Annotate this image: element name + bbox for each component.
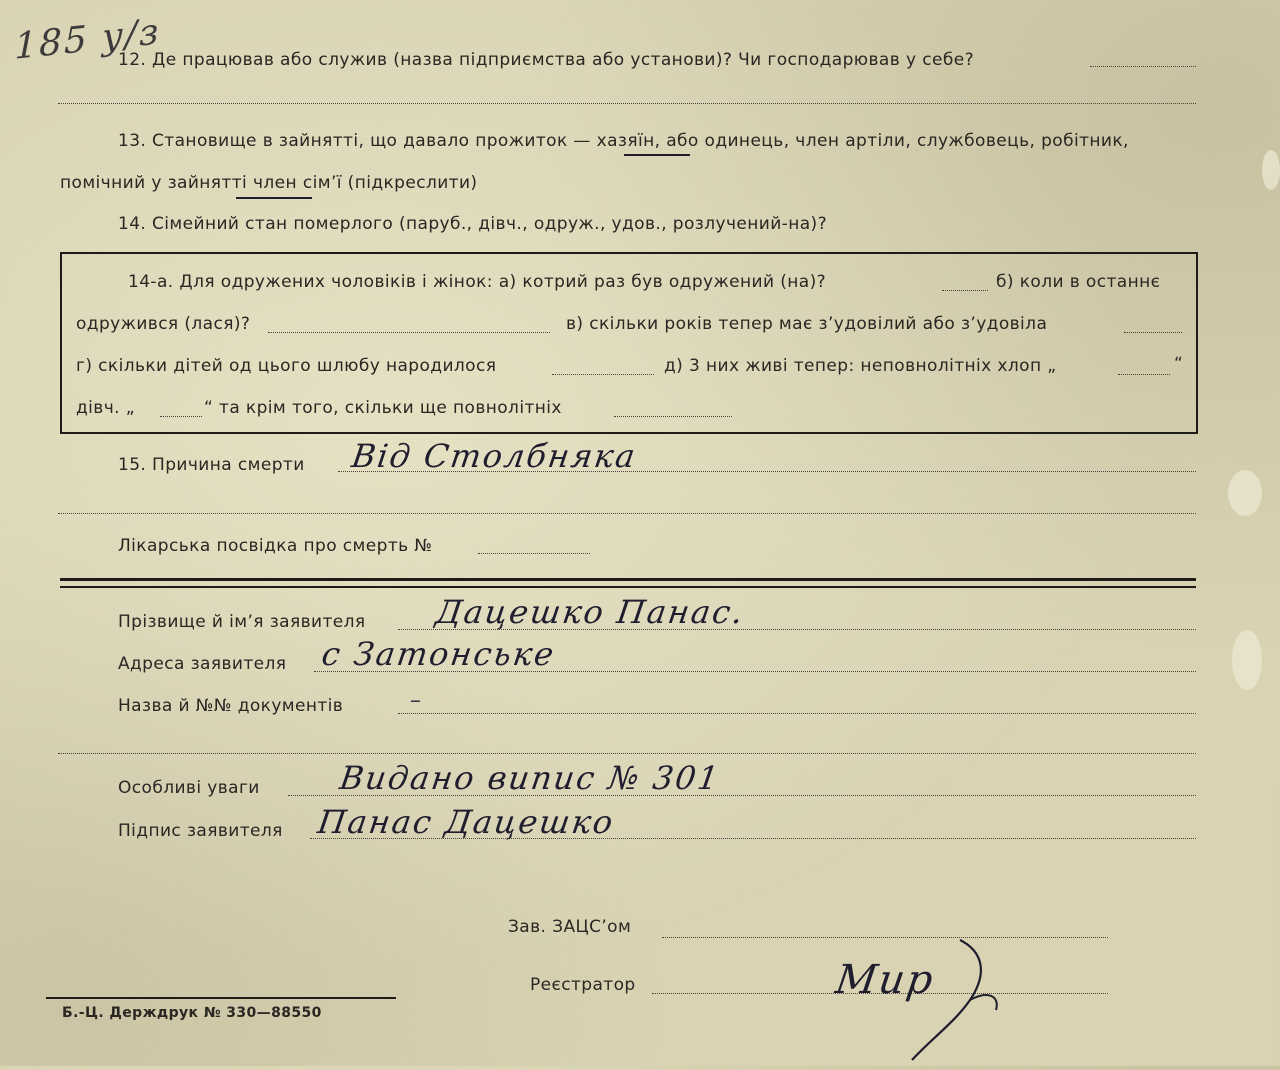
q14a-answer-line — [1118, 374, 1170, 375]
applicant-signature: Панас Дацешко — [315, 803, 617, 841]
registrar-signature-flourish — [900, 930, 1010, 1070]
documents-line — [398, 713, 1196, 714]
q12-answer-line — [1090, 66, 1196, 67]
zags-head-label: Зав. ЗАЦС’ом — [508, 917, 632, 937]
certificate-number-line — [478, 553, 590, 554]
question-14a-line3b: д) 3 них живі тепер: неповнолітніх хлоп „ — [664, 356, 1057, 376]
question-13-line1: 13. Становище в зайнятті, що давало прожиток — хазяїн, або одинець, член артіли, службовець, робітник, — [118, 131, 1129, 151]
section-divider — [60, 578, 1196, 581]
q14a-answer-line — [614, 416, 732, 417]
question-12: 12. Де працював або служив (назва підприємства або установи)? Чи господарював у себе? — [118, 50, 974, 70]
special-notes-label: Особливі уваги — [118, 778, 260, 798]
zags-head-signature-line — [662, 937, 1108, 938]
special-notes-value: Видано випис № 301 — [337, 759, 723, 797]
question-14a-line2a: одружився (лася)? — [76, 314, 251, 334]
question-15-label: 15. Причина смерти — [118, 455, 305, 475]
question-14a-line2b: в) скільки років тепер має з’удовілий або з’удовіла — [566, 314, 1048, 334]
question-14a-line4b: “ та крім того, скільки ще повнолітніх — [204, 398, 562, 418]
q14a-answer-line — [1124, 332, 1182, 333]
pen-underline — [624, 154, 690, 156]
applicant-name-value: Дацешко Панас. — [433, 593, 748, 631]
registrar-label: Реєстратор — [530, 975, 636, 995]
question-13-line2: помічний у зайнятті член сім’ї (підкреслити) — [60, 173, 478, 193]
paper-stain — [1232, 630, 1262, 690]
q14a-answer-line — [942, 290, 988, 291]
q14a-answer-line — [552, 374, 654, 375]
printer-imprint: Б.-Ц. Держдрук № 330—88550 — [62, 1005, 322, 1021]
applicant-signature-label: Підпис заявителя — [118, 821, 283, 841]
question-14a-line4a: дівч. „ — [76, 398, 135, 418]
archive-number: 185 у/з — [14, 11, 161, 68]
applicant-name-label: Прізвище й ім’я заявителя — [118, 612, 366, 632]
paper-stain — [1262, 150, 1280, 190]
section-divider — [60, 586, 1196, 588]
registrar-signature: Мир — [832, 957, 938, 1003]
q12-answer-line — [58, 103, 1196, 104]
question-14a-line3a: г) скільки дітей од цього шлюбу народилося — [76, 356, 497, 376]
documents-line — [58, 753, 1196, 754]
q15-answer: Від Столбняка — [349, 437, 640, 475]
question-14: 14. Сімейний стан померлого (паруб., дівч., одруж., удов., розлучений-на)? — [118, 214, 827, 234]
paper-stain — [1228, 470, 1262, 516]
applicant-address-value: с Затонське — [319, 635, 558, 673]
question-14a-line1a: 14-а. Для одружених чоловіків і жінок: а) котрий раз був одружений (на)? — [128, 272, 827, 292]
q14a-answer-line — [160, 416, 202, 417]
applicant-address-label: Адреса заявителя — [118, 654, 287, 674]
pen-underline — [236, 197, 312, 199]
imprint-rule — [46, 997, 396, 999]
q14a-answer-line — [268, 332, 550, 333]
question-14a-line1b: б) коли в останнє — [996, 272, 1161, 292]
q15-answer-line — [58, 513, 1196, 514]
question-14a-line3c: “ — [1174, 354, 1184, 374]
documents-label: Назва й №№ документів — [118, 696, 344, 716]
medical-certificate-label: Лікарська посвідка про смерть № — [118, 536, 433, 556]
documents-value: – — [408, 688, 425, 713]
